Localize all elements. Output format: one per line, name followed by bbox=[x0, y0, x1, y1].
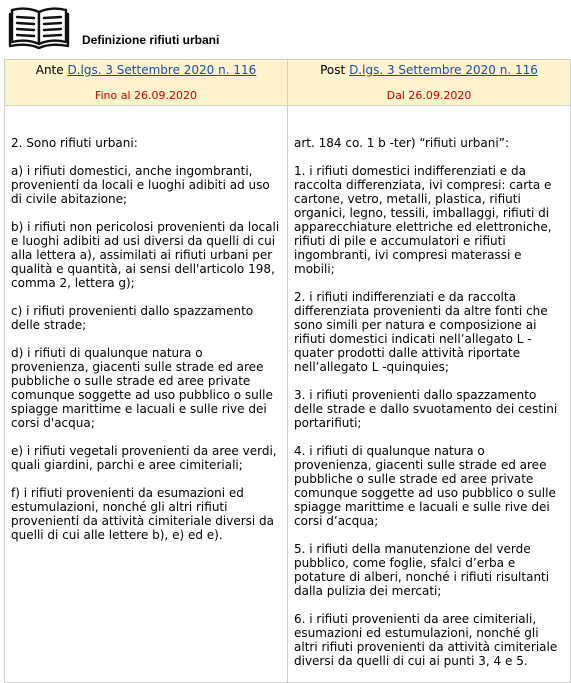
column-header-post bbox=[288, 60, 571, 106]
open-book-icon bbox=[8, 4, 70, 50]
paragraph: 6. i rifiuti provenienti da aree cimiteriali, esumazioni ed estumulazioni, nonché gli altri rifiuti provenienti da attività cimiteriale diversi da quelli di cui ai punti 3, 4 e 5. bbox=[294, 612, 558, 668]
paragraph: 5. i rifiuti della manutenzione del verde pubblico, come foglie, sfalci d’erba e potature di alberi, nonché i rifiuti risultanti dalla pulizia dei mercati; bbox=[294, 542, 550, 598]
paragraph: b) i rifiuti non pericolosi provenienti da locali e luoghi adibiti ad usi diversi da quelli di cui alla lettera a), assimilati ai rifiuti urbani per qualità e quantità, ai sensi dell'articolo 198, comma 2, lettera g); bbox=[11, 220, 280, 290]
page-header bbox=[0, 0, 571, 58]
post-text-cell bbox=[288, 106, 571, 683]
decree-link[interactable]: D.lgs. 3 Settembre 2020 n. 116 bbox=[349, 63, 538, 77]
table-body-row bbox=[5, 106, 571, 683]
ante-text-cell bbox=[5, 106, 288, 683]
decree-link[interactable]: D.lgs. 3 Settembre 2020 n. 116 bbox=[67, 63, 257, 77]
paragraph: 4. i rifiuti di qualunque natura o provenienza, giacenti sulle strade ed aree pubbliche o sulle strade ed aree private comunque soggette ad uso pubblico o sulle spiagge marittime e lacuali e sulle rive dei corsi d’acqua; bbox=[294, 444, 556, 528]
comparison-table bbox=[4, 59, 571, 683]
paragraph: d) i rifiuti di qualunque natura o provenienza, giacenti sulle strade ed aree pubbliche o sulle strade ed aree private comunque soggette ad uso pubblico o sulle spiagge marittime e lacuali e sulle rive dei corsi d'acqua; bbox=[11, 346, 273, 430]
paragraph: f) i rifiuti provenienti da esumazioni ed estumulazioni, nonché gli altri rifiuti provenienti da attività cimiteriale diversi da quelli di cui alle lettere b), e) ed e). bbox=[11, 486, 275, 542]
paragraph: art. 184 co. 1 b -ter) “rifiuti urbani”: bbox=[294, 136, 509, 150]
paragraph: a) i rifiuti domestici, anche ingombranti, provenienti da locali e luoghi adibiti ad uso di civile abitazione; bbox=[11, 164, 270, 206]
page-title: Definizione rifiuti urbani bbox=[82, 33, 220, 47]
paragraph: 3. i rifiuti provenienti dallo spazzamento delle strade e dallo svuotamento dei cestini portarifiuti; bbox=[294, 388, 558, 430]
paragraph: c) i rifiuti provenienti dallo spazzamento delle strade; bbox=[11, 304, 254, 332]
column-date: Dal 26.09.2020 bbox=[386, 89, 472, 102]
paragraph: 1. i rifiuti domestici indifferenziati e da raccolta differenziata, ivi compresi: carta e cartone, vetro, metalli, plastica, rifiuti organici, legno, tessili, imballaggi, rifiuti di apparecchiature elettriche ed elettroniche, rifiuti di pile e accumulatori e rifiuti ingombranti, ivi compresi materassi e mobili; bbox=[294, 164, 552, 276]
column-date: Fino al 26.09.2020 bbox=[94, 89, 198, 102]
column-prefix: Post bbox=[320, 63, 346, 77]
column-header-ante bbox=[5, 60, 288, 106]
paragraph: e) i rifiuti vegetali provenienti da aree verdi, quali giardini, parchi e aree cimiteriali; bbox=[11, 444, 277, 472]
paragraph: 2. i rifiuti indifferenziati e da raccolta differenziata provenienti da altre fonti che sono simili per natura e composizione ai rifiuti domestici indicati nell’allegato L -quater prodotti dalle attività riportate nell’allegato L -quinquies; bbox=[294, 290, 548, 374]
paragraph: 2. Sono rifiuti urbani: bbox=[11, 136, 138, 150]
table-header-row bbox=[5, 60, 571, 106]
column-prefix: Ante bbox=[35, 63, 64, 77]
